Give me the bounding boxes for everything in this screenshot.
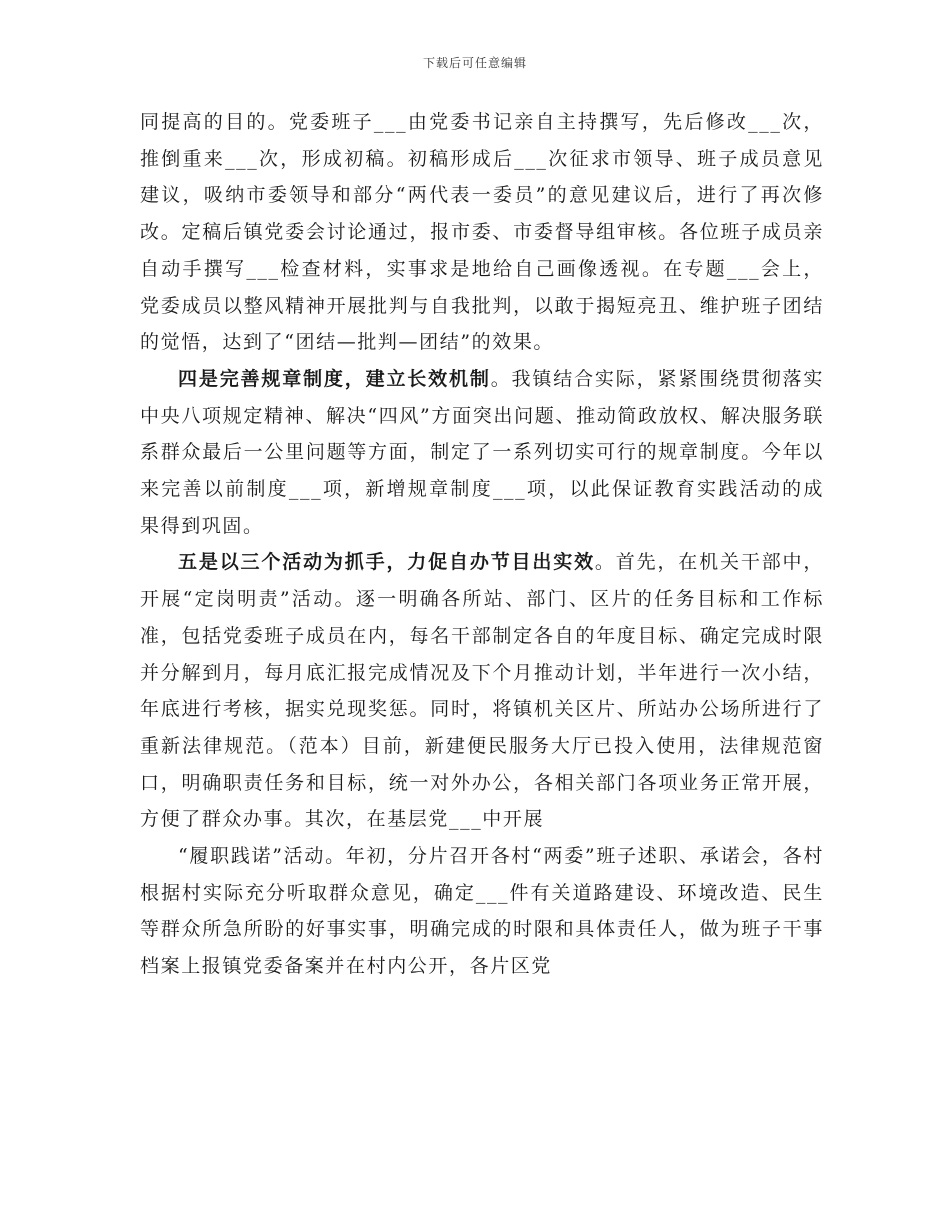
document-body: [140, 104, 824, 985]
paragraph-1-text: 同提高的目的。党委班子___由党委书记亲自主持撰写，先后修改___次，推倒重来___次，形成初稿。初稿形成后___次征求市领导、班子成员意见建议，吸纳市委领导和部分“两代表一委员”的意见建议后，进行了再次修改。定稿后镇党委会讨论通过，报市委、市委督导组审核。各位班子成员亲自动手撰写___检查材料，实事求是地给自己画像透视。在专题___会上，党委成员以整风精神开展批判与自我批判，以敢于揭短亮丑、维护班子团结的觉悟，达到了“团结—批判—团结”的效果。: [140, 111, 824, 354]
paragraph-3: [140, 544, 824, 838]
paragraph-2-text: 。我镇结合实际，紧紧围绕贯彻落实中央八项规定精神、解决“四风”方面突出问题、推动简政放权、解决服务联系群众最后一公里问题等方面，制定了一系列切实可行的规章制度。今年以来完善以前制度___项，新增规章制度___项，以此保证教育实践活动的成果得到巩固。: [140, 367, 824, 537]
paragraph-2: [140, 361, 824, 545]
paragraph-4: [140, 838, 824, 985]
page-header: 下载后可任意编辑: [422, 56, 527, 70]
paragraph-1: [140, 104, 824, 361]
paragraph-2-lead: 四是完善规章制度，建立长效机制: [178, 367, 491, 390]
paragraph-4-text: “履职践诺”活动。年初，分片召开各村“两委”班子述职、承诺会，各村根据村实际充分听取群众意见，确定___件有关道路建设、环境改造、民生等群众所急所盼的好事实事，明确完成的时限和具体责任人，做为班子干事档案上报镇党委备案并在村内公开，各片区党: [140, 845, 824, 978]
paragraph-3-lead: 五是以三个活动为抓手，力促自办节目出实效: [178, 551, 595, 574]
paragraph-3-text: 。首先，在机关干部中，开展“定岗明责”活动。逐一明确各所站、部门、区片的任务目标和工作标准，包括党委班子成员在内，每名干部制定各自的年度目标、确定完成时限并分解到月，每月底汇报完成情况及下个月推动计划，半年进行一次小结，年底进行考核，据实兑现奖惩。同时，将镇机关区片、所站办公场所进行了重新法律规范。（范本）目前，新建便民服务大厅已投入使用，法律规范窗口，明确职责任务和目标，统一对外办公，各相关部门各项业务正常开展，方便了群众办事。其次，在基层党___中开展: [140, 551, 824, 831]
